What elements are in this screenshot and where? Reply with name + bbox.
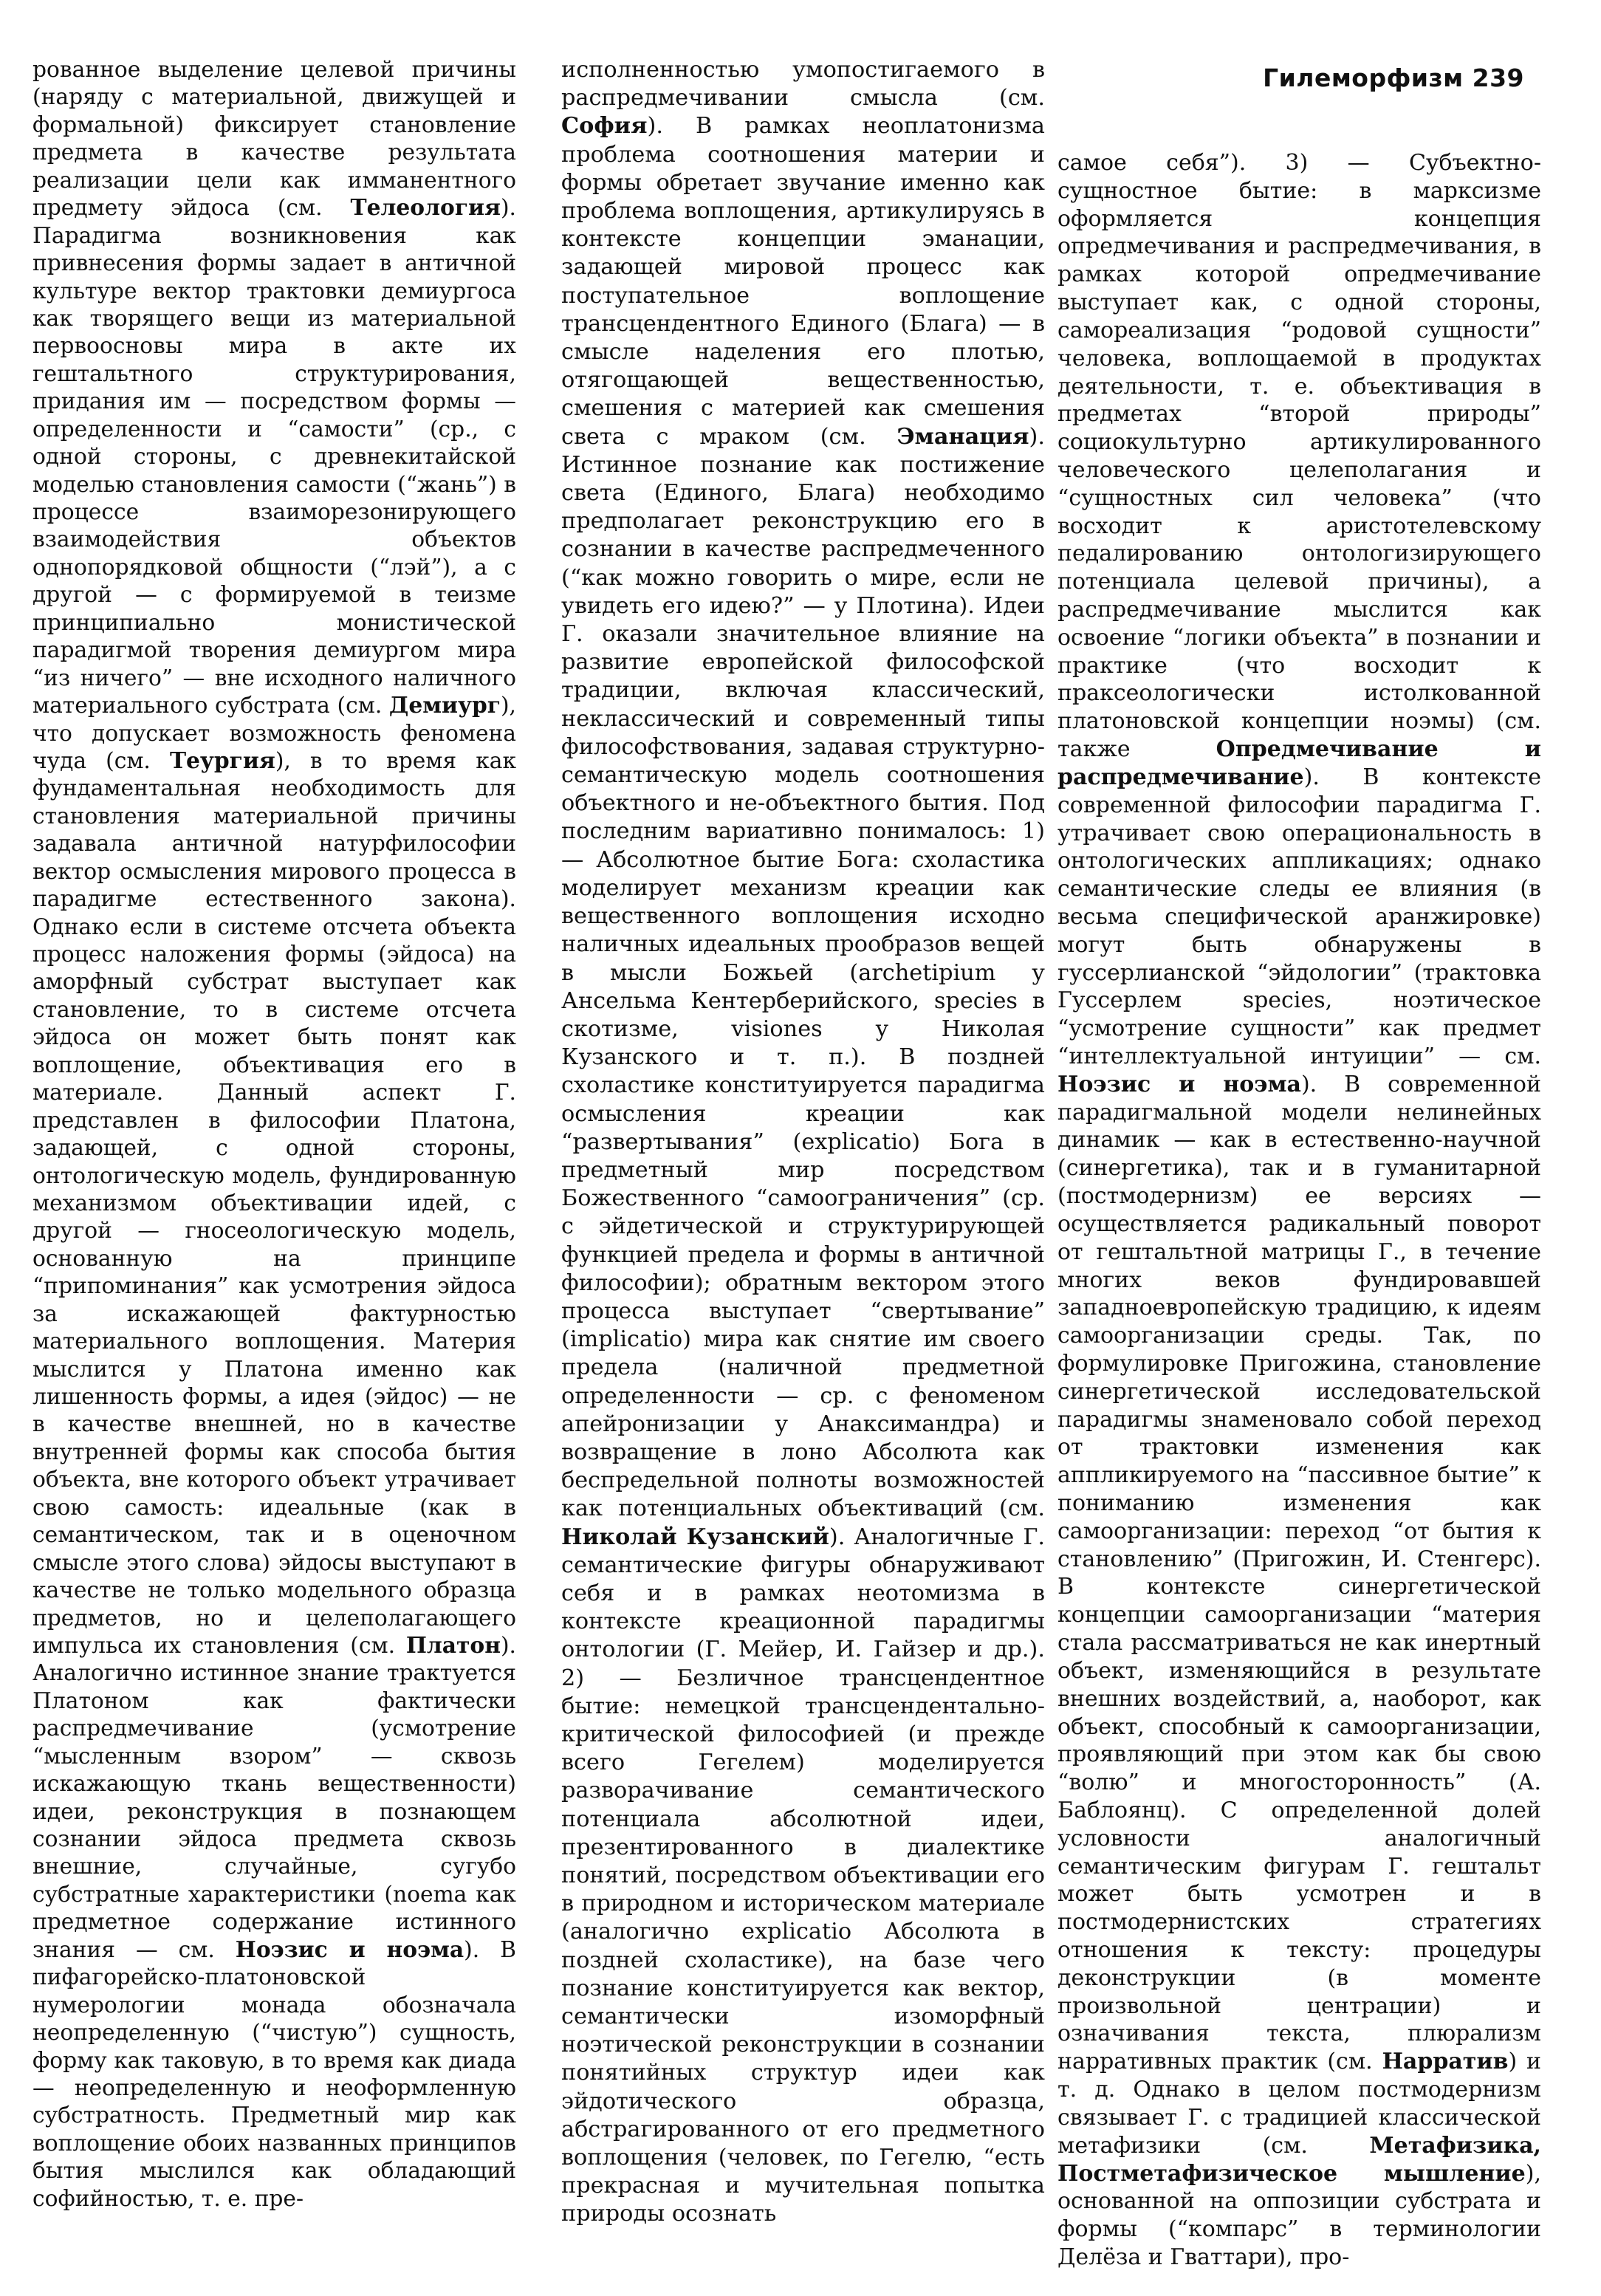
cross-reference: Метафизика, Постметафизическое мышление — [1057, 2132, 1541, 2187]
text-run: ). В пифагорейско-платоновской нумерологии монада обозначала неопределенную (“чистую”) сущность, форму как таковую, в то время как диада — неопределенную и неоформленную субстратность. Предметный мир как воплощение обоих названных принципов бытия мыслился как обладающий софийностью, т. е. пре- — [32, 1936, 516, 2212]
text-column-3 — [1057, 149, 1541, 2272]
text-run: ). В современной парадигмальной модели нелинейных динамик — как в естественно-научной (синергетика), так и в гуманитарной (постмодернизм) ее версиях — осуществляется радикальный поворот от гештальтной матрицы Г., в течение многих веков фундировавшей западноевропейскую традицию, к идеям самоорганизации среды. Так, по формулировке Пригожина, становление синергетической исследовательской парадигмы знаменовало собой переход от трактовки изменения как аппликируемого на “пассивное бытие” к пониманию изменения как самоорганизации: переход “от бытия к становлению” (Пригожин, И. Стенгерс). В контексте синергетической концепции самоорганизации “материя стала рассматриваться не как инертный объект, изменяющийся в результате внешних воздействий, а, наоборот, как объект, способный к самоорганизации, проявляющий при этом как бы свою “волю” и многосторонность” (А. Баблоянц). С определенной долей условности аналогичный семантическим фигурам Г. гештальт может быть усмотрен и в постмодернистских стратегиях отношения к тексту: процедуры деконструкции (в моменте произвольной центрации) и означивания текста, плюрализм нарративных практик (см. — [1057, 1071, 1541, 2075]
text-run: исполненностью умопостигаемого в распредмечивании смысла (см. — [561, 57, 1045, 112]
text-run: ). Аналогичные Г. семантические фигуры обнаруживают себя и в рамках неотомизма в контексте креационной парадигмы онтологии (Г. Мейер, И. Гайзер и др.). 2) — Безличное трансцендентное бытие: немецкой трансцендентально-критической философией (и прежде всего Гегелем) моделируется разворачивание семантического потенциала абсолютной идеи, презентированного в диалектике понятий, посредством объективации его в природном и историческом материале (аналогично explicatio Абсолюта в поздней схоластике), на базе чего познание конституируется как вектор, семантически изоморфный ноэтической реконструкции в сознании понятийных структур идеи как эйдотического образца, абстрагированного от его предметного воплощения (человек, по Гегелю, “есть прекрасная и мучительная попытка природы осознать — [561, 1524, 1046, 2227]
paragraph — [32, 56, 516, 2213]
cross-reference: Демиург — [388, 693, 501, 719]
text-run: ). Истинное познание как постижение света (Единого, Блага) необходимо предполагает реконструкцию его в сознании в качестве распредмеченного (“как можно говорить о мире, если не увидеть его идею?” — у Плотина). Идеи Г. оказали значительное влияние на развитие европейской философской традиции, включая классический, неклассический и современный типы философствования, задавая структурно-семантическую модель соотношения объектного и не-объектного бытия. Под последним вариативно понималось: 1) — Абсолютное бытие Бога: схоластика моделирует механизм креации как вещественного воплощения исходно наличных идеальных прообразов вещей в мысли Божьей (archetipium у Ансельма Кентерберийского, species в скотизме, visiones у Николая Кузанского и т. п.). В поздней схоластике конституируется парадигма осмысления креации как “развертывания” (explicatio) Бога в предметный мир посредством Божественного “самоограничения” (ср. с эйдетической и структурирующей функцией предела и формы в античной философии); обратным вектором этого процесса выступает “свертывание” (implicatio) мира как снятие им своего предела (наличной предметной определенности — ср. с феноменом апейронизации у Анаксимандра) и возвращение в лоно Абсолюта как беспредельной полноты возможностей как потенциальных объективаций (см. — [561, 423, 1045, 1522]
text-run: ). Аналогично истинное знание трактуется Платоном как фактически распредмечивание (усмотрение “мысленным взором” — сквозь искажающую ткань вещественности) идеи, реконструкция в познающем сознании эйдоса предмета сквозь внешние, случайные, сугубо субстратные характеристики (noema как предметное содержание истинного знания — см. — [32, 1632, 516, 1963]
cross-reference: Телеология — [350, 195, 501, 222]
cross-reference: Эманация — [897, 423, 1029, 450]
text-run: ), в то время как фундаментальная необходимость для становления материальной причины задавала античной натурфилософии вектор осмысления мирового процесса в парадигме естественного закона). Однако если в системе отсчета объекта процесс наложения формы (эйдоса) на аморфный субстрат выступает как становление, то в системе отсчета эйдоса он может быть понят как воплощение, объективация его в материале. Данный аспект Г. представлен в философии Платона, задающей, с одной стороны, онтологическую модель, фундированную механизмом объективации идей, с другой — гносеологическую модель, основанную на принципе “припоминания” как усмотрения эйдоса за искажающей фактурностью материального воплощения. Материя мыслится у Платона именно как лишенность формы, а идея (эйдос) — не в качестве внешней, но в качестве внутренней формы как способа бытия объекта, вне которого объект утрачивает свою самость: идеальные (как в семантическом, так и в оценочном смысле этого слова) эйдосы выступают в качестве не только модельного образца предметов, но и целеполагающего импульса их становления (см. — [32, 747, 517, 1659]
paragraph — [1057, 149, 1541, 2272]
cross-reference: Ноэзис и ноэма — [1057, 1071, 1301, 1097]
running-head — [1263, 64, 1524, 92]
text-run: ). Парадигма возникновения как привнесения формы задает в античной культуре вектор трактовки демиургоса как творящего вещи из материальной первоосновы мира в акте их гештальтного структурирования, придания им — посредством формы — определенности и “самости” (ср., с одной стороны, с древнекитайской моделью становления самости (“жань”) в процессе взаиморезонирующего взаимодействия объектов однопорядковой общности (“лэй”), а с другой — с формируемой в теизме принципиально монистической парадигмой творения демиургом мира “из ничего” — вне исходного наличного материального субстрата (см. — [32, 195, 516, 719]
text-run: рованное выделение целевой причины (наряду с материальной, движущей и формальной) фиксирует становление предмета в качестве результата реализации цели как имманентного предмету эйдоса (см. — [32, 57, 516, 222]
text-run: ), что допускает возможность феномена чуда (см. — [32, 693, 516, 774]
running-head-title: Гилеморфизм — [1263, 64, 1464, 92]
text-run: ), основанной на оппозиции субстрата и формы (“компарс” в терминологии Делёза и Гваттари), про- — [1057, 2160, 1541, 2270]
text-column-2 — [561, 56, 1045, 2229]
cross-reference: Ноэзис и ноэма — [235, 1936, 464, 1963]
cross-reference: Нарратив — [1382, 2049, 1509, 2075]
text-column-1 — [32, 56, 516, 2213]
text-run: ). В контексте современной философии парадигма Г. утрачивает свою операциональность в онтологических аппликациях; однако семантические следы ее влияния (в весьма специфической аранжировке) могут быть обнаружены в гуссерлианской “эйдологии” (трактовка Гуссерлем species, ноэтическое “усмотрение сущности” как предмет “интеллектуальной интуиции” — см. — [1057, 764, 1541, 1069]
cross-reference: Опредмечивание и распредмечивание — [1057, 736, 1541, 790]
cross-reference: Николай Кузанский — [561, 1524, 829, 1550]
text-run: ) и т. д. Однако в целом постмодернизм связывает Г. с традицией классической метафизики (см. — [1057, 2049, 1541, 2159]
cross-reference: Теургия — [169, 747, 275, 774]
paragraph — [561, 56, 1045, 2229]
cross-reference: София — [561, 113, 648, 140]
page-number: 239 — [1472, 64, 1524, 92]
cross-reference: Платон — [405, 1632, 501, 1659]
text-run: ). В рамках неоплатонизма проблема соотношения материи и формы обретает звучание именно как проблема воплощения, артикулируясь в контексте концепции эманации, задающей мировой процесс как поступательное воплощение трансцендентного Единого (Блага) — в смысле наделения его плотью, отягощающей вещественностью, смешения с материей как смешения света с мраком (см. — [561, 113, 1045, 450]
text-run: самое себя”). 3) — Субъектно-сущностное бытие: в марксизме оформляется концепция опредмечивания и распредмечивания, в рамках которой опредмечивание выступает как, с одной стороны, самореализация “родовой сущности” человека, воплощаемой в продуктах деятельности, т. е. объективация в предметах “второй природы” социокультурно артикулированного человеческого целеполагания и “сущностных сил человека” (что восходит к аристотелевскому педалированию онтологизирующего потенциала целевой причины), а распредмечивание мыслится как освоение “логики объекта” в познании и практике (что восходит к праксеологически истолкованной платоновской концепции ноэмы) (см. также — [1057, 150, 1541, 763]
